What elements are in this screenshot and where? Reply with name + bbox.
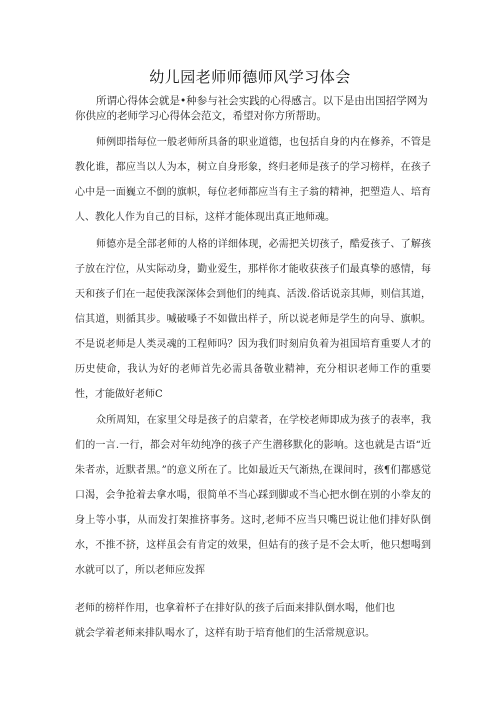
tail-line-1: 老师的榜样作用，也拿着杯子在排好队的孩子后面来排队倒水喝，他们也 — [75, 603, 395, 614]
body-paragraph-3: 众所周知，在家里父母是孩子的启蒙者，在学校老师即成为孩子的表率，我们的一言.一行，都会对年幼纯净的孩子产生潜移默化的影响。这也就是古语“近朱者赤，近默者黑。”的意义所在了。比如最近天气渐热,在课间时，孩¶们都感觉口渴，会争抢着去拿水喝，很简单不当心踩到脚或不当心把水倒在别的小拳友的身上等小事，从而发打架推挤事务。这时,老师不应当只嘴巴说让他们排好队倒水，不推不挤，这样虽会有肯定的效果，但姑有的孩子是不会太听，他只想喝到水就可以了，所以老师应发挥 — [75, 415, 431, 576]
body-paragraph-2: 师德亦是全部老师的人格的详细体现，必需把关切孩子，酷爱孩子、了解孩子放在泞位，从实际动身，勤业爱生，那样你才能收获孩子们最真挚的感情，每天和孩子们在一起使我深深体会到他们的纯真、活泼.俗话说亲其师，则信其道，信其道，则循其步。喊破嗓子不如做出样子，所以说老师是学生的向导、旗帜。不是说老师是人类灵魂的工程师吗？因为我们时刻肩负着为祖国培育重要人才的历史使命，我认为好的老师首先必需具备敬业精神，充分相识老师工作的重要性，才能做好老师C — [75, 239, 431, 400]
tail-line-2: 就会学着老师来排队喝水了，这样有助于培育他们的生活常规意识。 — [75, 628, 375, 639]
body-paragraph-1: 师例即指每位一般老师所具备的职业道德，也包括自身的内在修养，不管是教化谁，都应当以人为本，树立自身形象，终归老师是孩子的学习榜样，在孩子心中是一面巍立不倒的旗帜，每位老师都应当有主子翁的精神，把塑造人、培育人、教化人作为自己的目标，这样才能体现出真正地师魂。 — [75, 137, 431, 223]
document-title: 幼儿园老师师德师风学习体会 — [149, 68, 351, 86]
intro-paragraph: 所谓心得体会就是•种参与社会实践的心得感言。以下是由出国招学网为你供应的老师学习心得体会范文，希望对你方所帮助。 — [75, 95, 428, 122]
